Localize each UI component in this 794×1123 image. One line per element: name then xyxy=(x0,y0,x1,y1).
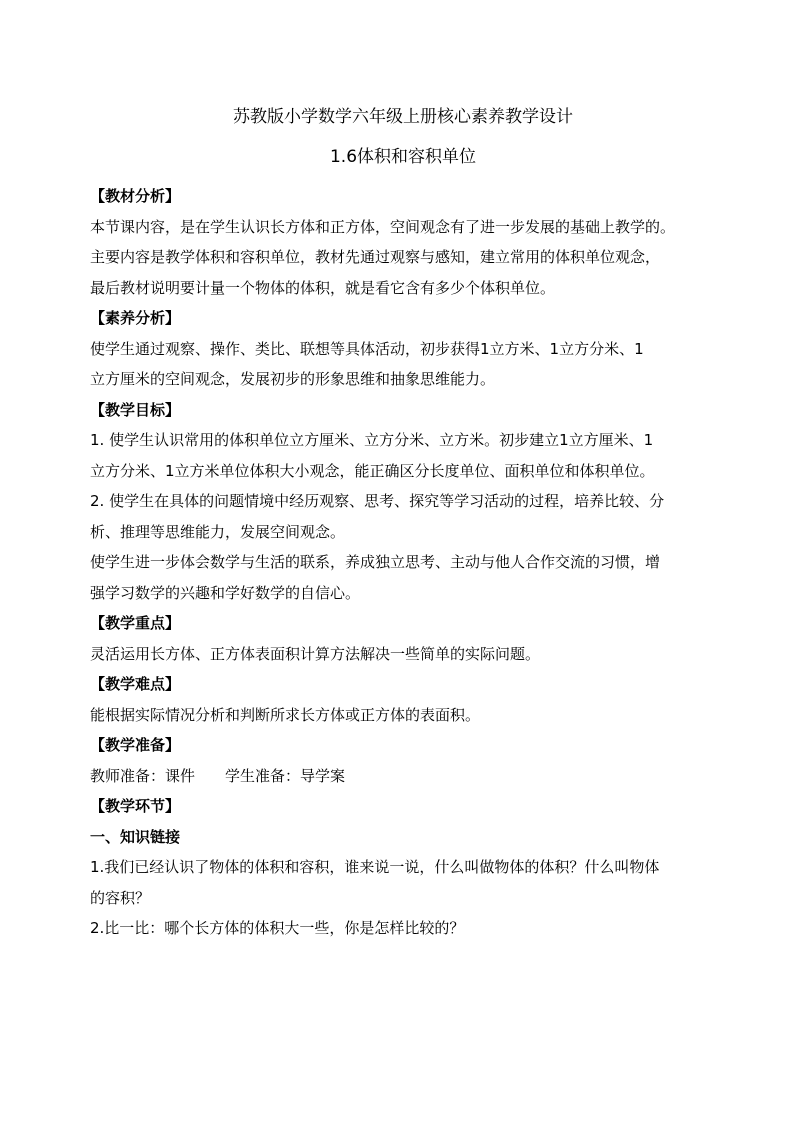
section-heading-teaching-goals: 【教学目标】 xyxy=(90,400,181,419)
paragraph-line: 1.我们已经认识了物体的体积和容积，谁来说一说，什么叫做物体的体积？什么叫物体 xyxy=(90,858,660,876)
section-heading-teaching-preparation: 【教学准备】 xyxy=(90,736,181,754)
paragraph-line: 1. 使学生认识常用的体积单位立方厘米、立方分米、立方米。初步建立1立方厘米、1 xyxy=(90,431,654,449)
paragraph-line: 使学生通过观察、操作、类比、联想等具体活动，初步获得1立方米、1立方分米、1 xyxy=(90,339,644,358)
section-heading-teaching-focus: 【教学重点】 xyxy=(90,614,181,632)
subsection-heading-knowledge-link: 一、知识链接 xyxy=(90,827,181,846)
paragraph-line: 主要内容是教学体积和容积单位，教材先通过观察与感知，建立常用的体积单位观念， xyxy=(90,248,661,266)
paragraph-line: 立方厘米的空间观念，发展初步的形象思维和抽象思维能力。 xyxy=(90,370,496,388)
paragraph-line: 能根据实际情况分析和判断所求长方体或正方体的表面积。 xyxy=(90,705,481,724)
paragraph-line: 2.比一比：哪个长方体的体积大一些，你是怎样比较的？ xyxy=(90,919,465,937)
section-heading-textbook-analysis: 【教材分析】 xyxy=(90,187,181,205)
paragraph-line: 2. 使学生在具体的问题情境中经历观察、思考、探究等学习活动的过程，培养比较、分 xyxy=(90,492,665,510)
paragraph-line: 立方分米、1立方米单位体积大小观念，能正确区分长度单位、面积单位和体积单位。 xyxy=(90,461,655,480)
document-title: 苏教版小学数学六年级上册核心素养教学设计 xyxy=(233,107,573,127)
section-heading-literacy-analysis: 【素养分析】 xyxy=(90,309,181,327)
paragraph-line: 本节课内容，是在学生认识长方体和正方体，空间观念有了进一步发展的基础上教学的。 xyxy=(90,217,676,236)
paragraph-line: 析、推理等思维能力，发展空间观念。 xyxy=(90,522,346,541)
paragraph-line: 教师准备：课件 学生准备：导学案 xyxy=(90,766,346,785)
document-subtitle: 1.6体积和容积单位 xyxy=(329,147,477,167)
paragraph-line: 使学生进一步体会数学与生活的联系，养成独立思考、主动与他人合作交流的习惯，增 xyxy=(90,553,661,571)
document-content xyxy=(90,103,706,944)
paragraph-line: 强学习数学的兴趣和学好数学的自信心。 xyxy=(90,583,361,602)
section-heading-teaching-process: 【教学环节】 xyxy=(90,797,181,815)
paragraph-line: 灵活运用长方体、正方体表面积计算方法解决一些简单的实际问题。 xyxy=(90,644,541,663)
paragraph-line: 最后教材说明要计量一个物体的体积，就是看它含有多少个体积单位。 xyxy=(90,278,556,297)
section-heading-teaching-difficulty: 【教学难点】 xyxy=(90,675,181,693)
paragraph-line: 的容积？ xyxy=(90,888,151,907)
